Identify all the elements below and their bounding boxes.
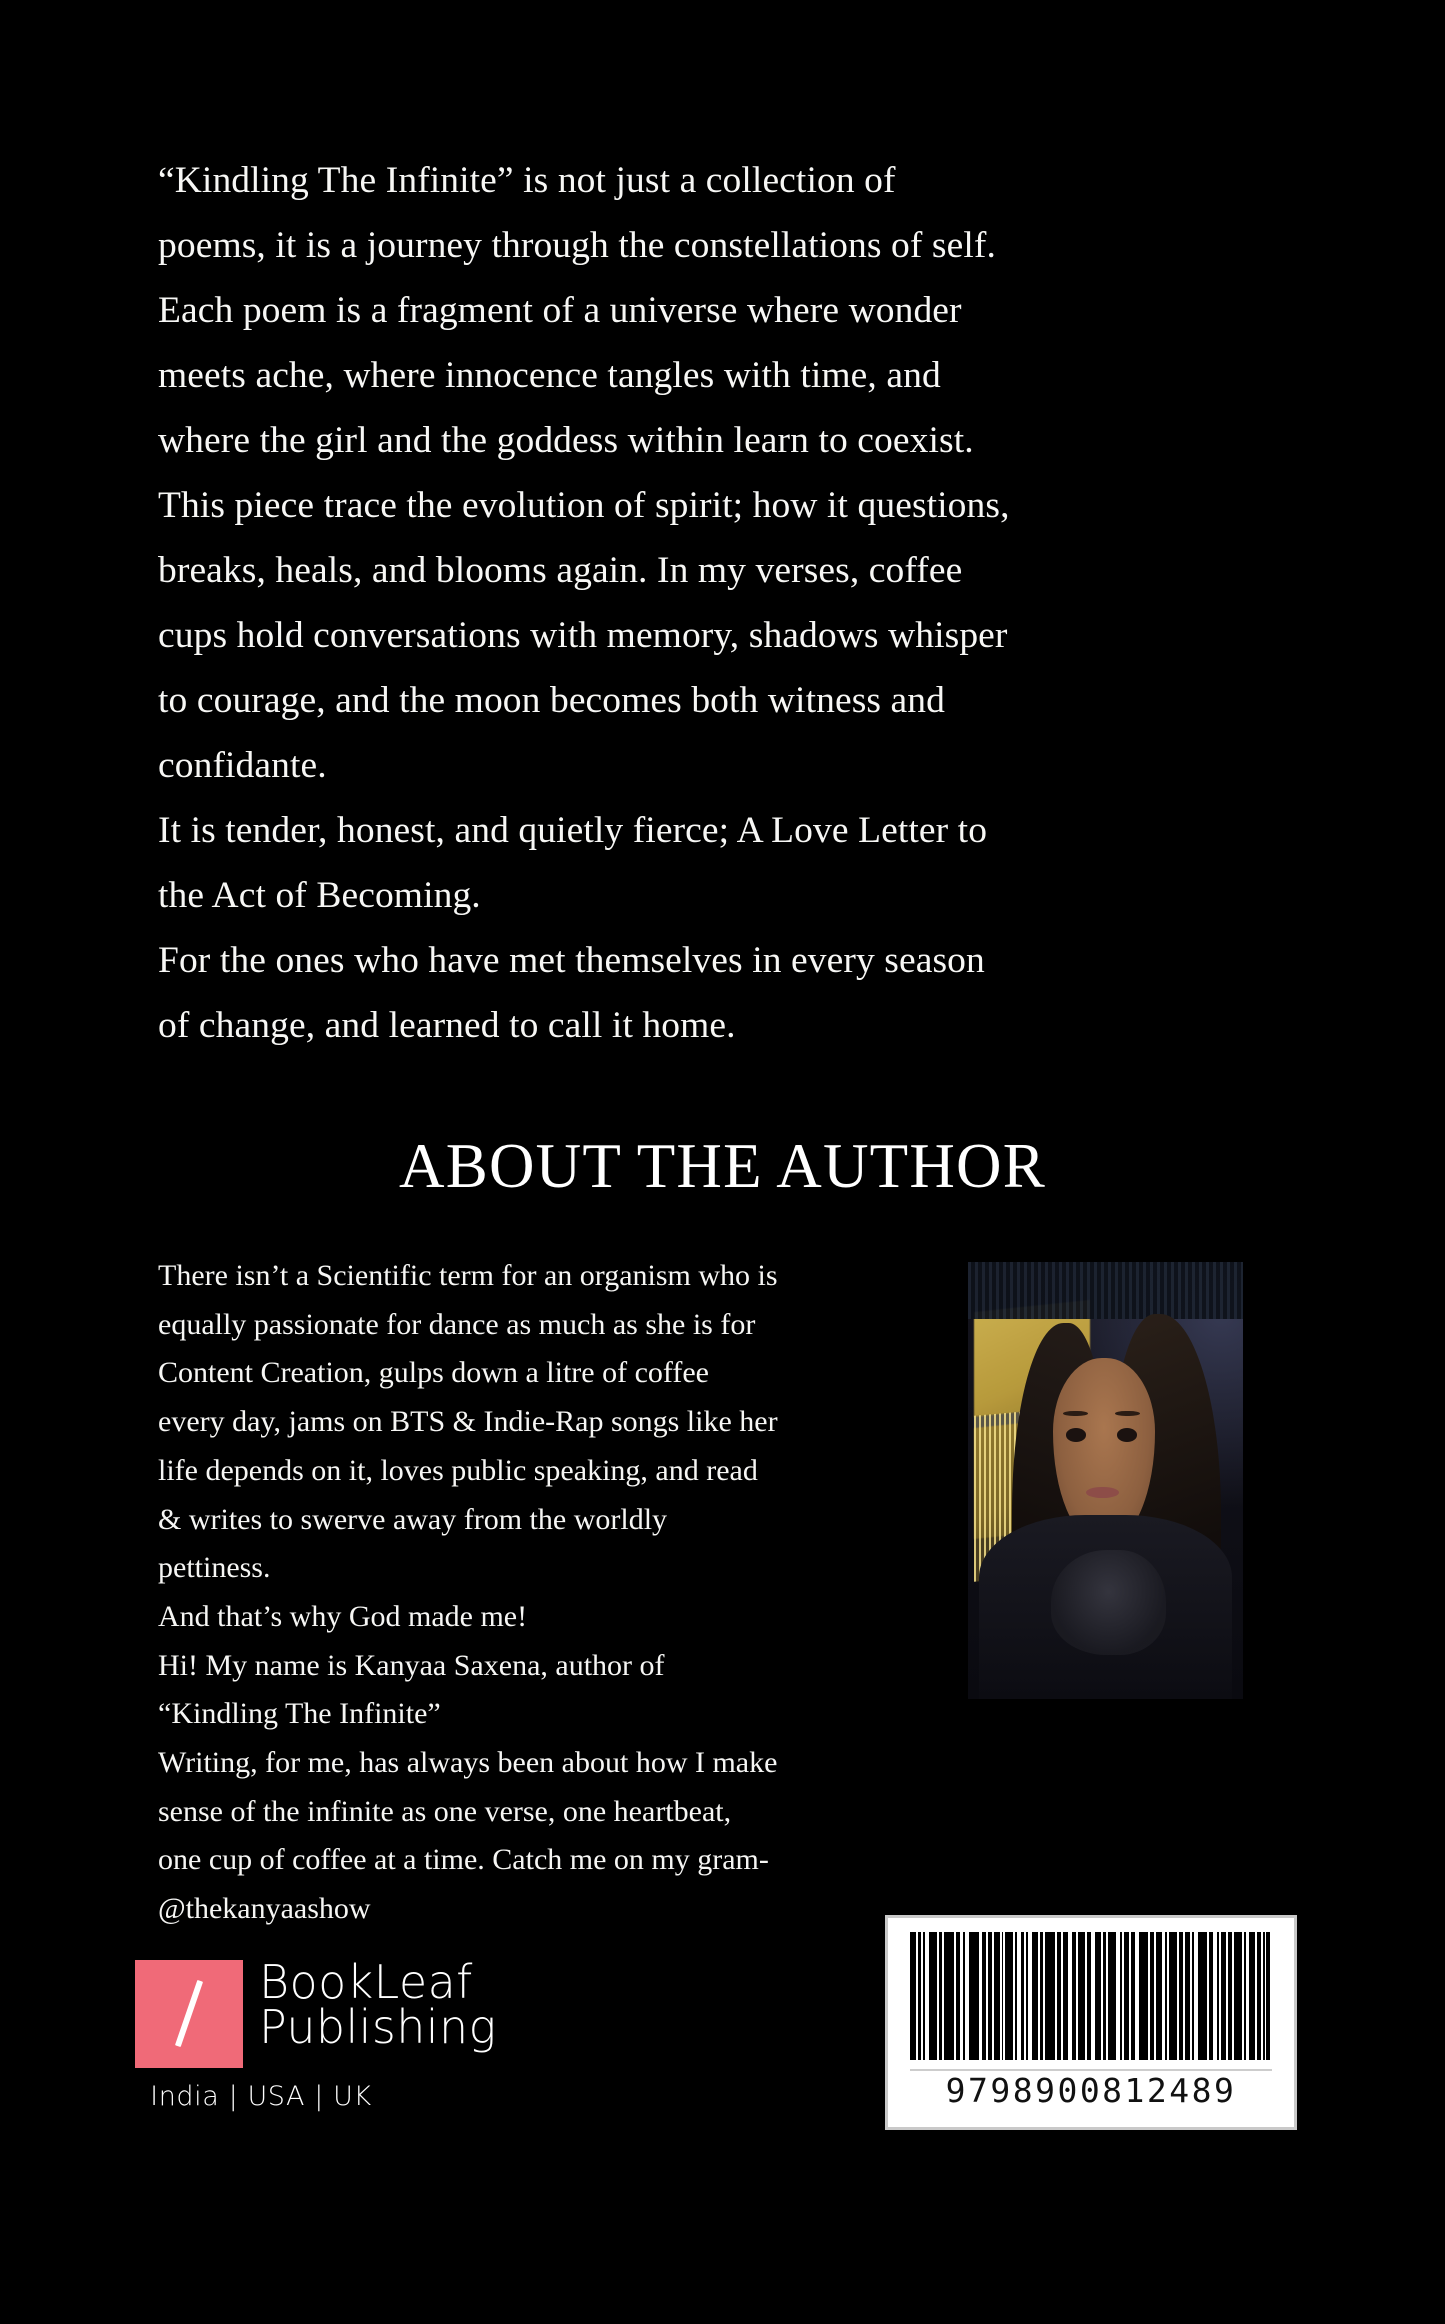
blurb-line: poems, it is a journey through the constellations of self. (158, 225, 996, 266)
photo-eye-left (1066, 1428, 1087, 1442)
blurb-line: Each poem is a fragment of a universe where wonder (158, 290, 962, 331)
publisher-regions: India | USA | UK (150, 2081, 372, 2112)
bio-line: Content Creation, gulps down a litre of coffee (158, 1356, 709, 1390)
publisher-logo (135, 1955, 535, 2112)
blurb-line: For the ones who have met themselves in every season (158, 940, 985, 981)
photo-scarf (1051, 1550, 1167, 1655)
bio-line: @thekanyaashow (158, 1892, 371, 1926)
bio-line: pettiness. (158, 1551, 271, 1585)
photo-eyebrow-right (1115, 1411, 1140, 1417)
barcode-bar (929, 1932, 937, 2060)
blurb-block (158, 148, 1298, 1058)
blurb-line: to courage, and the moon becomes both witness and (158, 680, 945, 721)
bio-line: every day, jams on BTS & Indie-Rap songs like her (158, 1405, 778, 1439)
barcode-bar (1198, 1932, 1208, 2060)
bio-line: There isn’t a Scientific term for an organism who is (158, 1259, 778, 1292)
blurb-line: breaks, heals, and blooms again. In my verses, coffee (158, 550, 963, 591)
bio-line: sense of the infinite as one verse, one heartbeat, (158, 1794, 732, 1828)
bio-line: & writes to swerve away from the worldly (158, 1502, 668, 1536)
publisher-name-line2: Publishing (259, 2000, 497, 2055)
author-bio-block (158, 1252, 958, 1934)
photo-eyebrow-left (1063, 1411, 1088, 1417)
barcode-bars (910, 1932, 1272, 2060)
blurb-line: This piece trace the evolution of spirit; how it questions, (158, 485, 1010, 526)
author-photo (968, 1262, 1243, 1699)
publisher-name-line1: BookLeaf (259, 1955, 473, 2009)
photo-eye-right (1117, 1428, 1138, 1442)
blurb-line: of change, and learned to call it home. (158, 1005, 736, 1046)
barcode-bar (1139, 1932, 1149, 2060)
photo-ceiling (968, 1262, 1243, 1319)
bio-line: And that’s why God made me! (158, 1599, 528, 1633)
blurb-line: meets ache, where innocence tangles with time, and (158, 355, 941, 396)
barcode-bar (1045, 1932, 1055, 2060)
bio-line: Writing, for me, has always been about how I make (158, 1746, 778, 1780)
bio-line: “Kindling The Infinite” (158, 1697, 441, 1731)
logo-row (135, 1955, 535, 2068)
bio-line: one cup of coffee at a time. Catch me on my gram- (158, 1843, 769, 1877)
slash-icon (175, 1980, 203, 2047)
barcode-bar (1234, 1932, 1242, 2060)
barcode-bar (944, 1932, 954, 2060)
barcode-bar (1078, 1932, 1086, 2060)
bio-line: Hi! My name is Kanyaa Saxena, author of (158, 1648, 665, 1682)
bio-line: equally passionate for dance as much as she is for (158, 1307, 756, 1341)
blurb-line: cups hold conversations with memory, shadows whisper (158, 615, 1008, 656)
isbn-barcode (885, 1915, 1297, 2130)
barcode-bar (969, 1932, 979, 2060)
bio-line: life depends on it, loves public speaking, and read (158, 1453, 758, 1487)
blurb-line: the Act of Becoming. (158, 875, 481, 916)
barcode-space (1270, 1932, 1272, 2060)
logo-wordmark (259, 1955, 497, 2055)
blurb-line: confidante. (158, 745, 327, 786)
barcode-digits: 9798900812489 (945, 2071, 1237, 2110)
bookleaf-mark-icon (135, 1960, 243, 2068)
barcode-bar (1005, 1932, 1013, 2060)
blurb-line: It is tender, honest, and quietly fierce; A Love Letter to (158, 810, 988, 851)
about-the-author-heading: ABOUT THE AUTHOR (399, 1131, 1046, 1201)
blurb-line: “Kindling The Infinite” is not just a collection of (158, 160, 896, 201)
barcode-bar (1108, 1932, 1116, 2060)
barcode-bar (1169, 1932, 1177, 2060)
blurb-line: where the girl and the goddess within learn to coexist. (158, 420, 974, 461)
